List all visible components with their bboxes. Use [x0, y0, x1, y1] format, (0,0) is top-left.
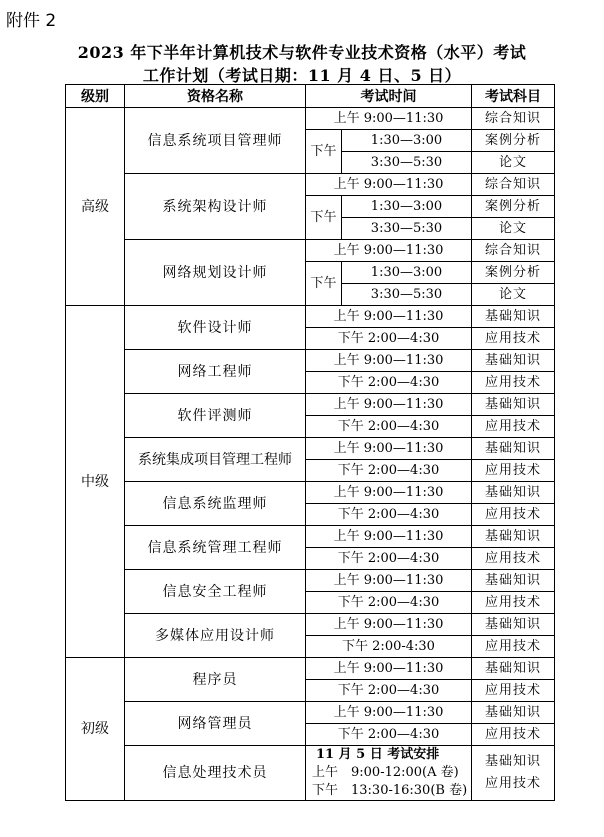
qualification-name: 多媒体应用设计师: [125, 614, 306, 658]
exam-subject: 应用技术: [472, 372, 555, 394]
pm-label: 下午: [306, 262, 342, 306]
exam-subject: 综合知识: [472, 108, 555, 130]
level-intermediate: 中级: [66, 306, 125, 658]
exam-subject: 基础知识: [472, 526, 555, 548]
exam-subject: 基础知识: [472, 438, 555, 460]
exam-subject: 应用技术: [472, 328, 555, 350]
table-row: [66, 240, 555, 262]
qualification-name: 网络工程师: [125, 350, 306, 394]
exam-subject: 应用技术: [472, 680, 555, 702]
qualification-name: 软件设计师: [125, 306, 306, 350]
exam-subject: 综合知识: [472, 174, 555, 196]
exam-time: 下午 2:00-4:30: [306, 636, 472, 658]
qualification-name: 信息系统监理师: [125, 482, 306, 526]
exam-subject: 基础知识: [472, 570, 555, 592]
qualification-name: 信息处理技术员: [125, 746, 306, 801]
exam-time: 3:30—5:30: [342, 218, 472, 240]
table-row: [66, 570, 555, 592]
attachment-label: 附件 2: [6, 11, 57, 31]
exam-time: 上午 9:00—11:30: [306, 394, 472, 416]
exam-time: 下午 2:00—4:30: [306, 504, 472, 526]
exam-subject: 应用技术: [472, 416, 555, 438]
table-row: [66, 108, 555, 130]
exam-time: 3:30—5:30: [342, 284, 472, 306]
special-line-am: 上午 9:00-12:00(A 卷): [312, 765, 459, 780]
exam-time: 3:30—5:30: [342, 152, 472, 174]
exam-time: 下午 2:00—4:30: [306, 460, 472, 482]
header-level: 级别: [66, 85, 125, 108]
header-time: 考试时间: [306, 85, 472, 108]
exam-time: 下午 2:00—4:30: [306, 328, 472, 350]
exam-subject: 基础知识: [472, 658, 555, 680]
document-title: 2023 年下半年计算机技术与软件专业技术资格（水平）考试: [77, 43, 527, 62]
exam-time: 上午 9:00—11:30: [306, 702, 472, 724]
qualification-name: 系统架构设计师: [125, 174, 306, 240]
exam-subject: 基础知识: [472, 614, 555, 636]
qualification-name: 信息系统管理工程师: [125, 526, 306, 570]
qualification-name: 系统集成项目管理工程师: [125, 438, 306, 482]
exam-subject: 论文: [472, 152, 555, 174]
exam-subject: 应用技术: [472, 636, 555, 658]
exam-time: 上午 9:00—11:30: [306, 438, 472, 460]
exam-subject: 基础知识: [472, 394, 555, 416]
exam-time: 下午 2:00—4:30: [306, 372, 472, 394]
exam-subject: 应用技术: [484, 776, 541, 791]
exam-subject: 论文: [472, 218, 555, 240]
exam-subject: 基础知识: [472, 350, 555, 372]
exam-subject: 应用技术: [472, 460, 555, 482]
table-row: [66, 614, 555, 636]
table-row: [66, 174, 555, 196]
table-row: [66, 658, 555, 680]
header-qualification: 资格名称: [125, 85, 306, 108]
qualification-name: 信息安全工程师: [125, 570, 306, 614]
exam-subject: 案例分析: [472, 130, 555, 152]
exam-time: 下午 2:00—4:30: [306, 680, 472, 702]
special-heading: 11 月 5 日 考试安排: [316, 747, 440, 762]
table-row: [66, 438, 555, 460]
exam-time: 上午 9:00—11:30: [306, 526, 472, 548]
qualification-name: 网络管理员: [125, 702, 306, 746]
exam-time: 1:30—3:00: [342, 196, 472, 218]
table-row: [66, 482, 555, 504]
exam-time: 上午 9:00—11:30: [306, 306, 472, 328]
table-row: [66, 394, 555, 416]
exam-time: 上午 9:00—11:30: [306, 482, 472, 504]
special-line-pm: 下午 13:30-16:30(B 卷): [312, 783, 468, 798]
exam-subject: 案例分析: [472, 196, 555, 218]
exam-subject: 论文: [472, 284, 555, 306]
table-row: [66, 350, 555, 372]
exam-subject: 案例分析: [472, 262, 555, 284]
exam-time: 下午 2:00—4:30: [306, 592, 472, 614]
exam-time: 上午 9:00—11:30: [306, 570, 472, 592]
exam-subject: 综合知识: [472, 240, 555, 262]
exam-subject: 应用技术: [472, 592, 555, 614]
exam-time: 下午 2:00—4:30: [306, 548, 472, 570]
special-arrangement: [306, 746, 472, 801]
level-senior: 高级: [66, 108, 125, 306]
exam-time: 上午 9:00—11:30: [306, 240, 472, 262]
exam-schedule-table: [65, 84, 555, 801]
exam-time: 上午 9:00—11:30: [306, 350, 472, 372]
exam-time: 上午 9:00—11:30: [306, 614, 472, 636]
exam-subject: 应用技术: [472, 724, 555, 746]
table-row: [66, 526, 555, 548]
exam-subject: 应用技术: [472, 504, 555, 526]
pm-label: 下午: [306, 196, 342, 240]
exam-subject: 基础知识: [472, 306, 555, 328]
level-junior: 初级: [66, 658, 125, 801]
exam-subject: 应用技术: [472, 548, 555, 570]
exam-time: 上午 9:00—11:30: [306, 108, 472, 130]
exam-time: 下午 2:00—4:30: [306, 724, 472, 746]
exam-time: 上午 9:00—11:30: [306, 658, 472, 680]
exam-subject: 基础知识: [484, 754, 541, 769]
exam-time: 1:30—3:00: [342, 130, 472, 152]
qualification-name: 网络规划设计师: [125, 240, 306, 306]
table-header-row: [66, 85, 555, 108]
pm-label: 下午: [306, 130, 342, 174]
qualification-name: 信息系统项目管理师: [125, 108, 306, 174]
document-subtitle: 工作计划（考试日期：11 月 4 日、5 日）: [142, 66, 462, 85]
exam-subject: 基础知识: [472, 702, 555, 724]
special-subjects: [472, 746, 555, 801]
exam-time: 上午 9:00—11:30: [306, 174, 472, 196]
qualification-name: 程序员: [125, 658, 306, 702]
table-row: [66, 306, 555, 328]
exam-time: 下午 2:00—4:30: [306, 416, 472, 438]
table-row: [66, 702, 555, 724]
exam-time: 1:30—3:00: [342, 262, 472, 284]
header-subject: 考试科目: [472, 85, 555, 108]
exam-subject: 基础知识: [472, 482, 555, 504]
qualification-name: 软件评测师: [125, 394, 306, 438]
